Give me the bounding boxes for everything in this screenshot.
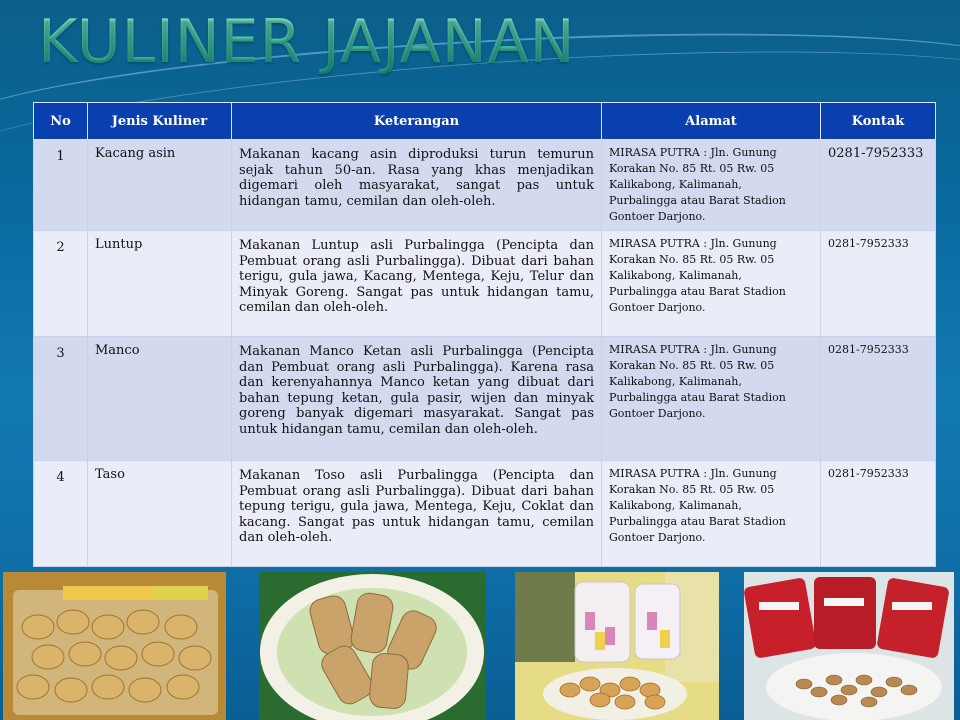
cell-no: 1 <box>34 140 88 231</box>
cell-kontak: 0281-7952333 <box>821 337 936 461</box>
cell-kontak: 0281-7952333 <box>821 140 936 231</box>
cell-keterangan: Makanan Manco Ketan asli Purbalingga (Pencipta dan Pembuat orang asli Purbalingga). Karena rasa dan kerenyahannya Manco ketan yang dibuat dari bahan tepung ketan, gula pasir, wijen dan minyak goreng banyak digemari masyarakat. Sangat pas untuk hidangan tamu, cemilan dan oleh-oleh. <box>232 337 602 461</box>
slide-title: KULINER JAJANAN <box>38 7 576 77</box>
cell-keterangan: Makanan kacang asin diproduksi turun temurun sejak tahun 50-an. Rasa yang khas menjadikan digemari oleh masyarakat, sangat pas untuk hidangan tamu, cemilan dan oleh-oleh. <box>232 140 602 231</box>
cell-no: 4 <box>34 461 88 567</box>
cell-jenis: Luntup <box>88 231 232 337</box>
cell-alamat: MIRASA PUTRA : Jln. Gunung Korakan No. 85 Rt. 05 Rw. 05 Kalikabong, Kalimanah, Purbalingga atau Barat Stadion Gontoer Darjono. <box>602 337 821 461</box>
cell-jenis: Kacang asin <box>88 140 232 231</box>
cell-alamat: MIRASA PUTRA : Jln. Gunung Korakan No. 85 Rt. 05 Rw. 05 Kalikabong, Kalimanah, Purbalingga atau Barat Stadion Gontoer Darjono. <box>602 140 821 231</box>
cell-kontak: 0281-7952333 <box>821 461 936 567</box>
cell-no: 2 <box>34 231 88 337</box>
kacang-asin-photo <box>744 572 954 720</box>
header-kontak: Kontak <box>821 103 936 140</box>
cell-jenis: Taso <box>88 461 232 567</box>
header-no: No <box>34 103 88 140</box>
kuliner-table-container <box>33 102 935 567</box>
table-row <box>34 461 936 567</box>
cell-keterangan: Makanan Luntup asli Purbalingga (Pencipta dan Pembuat orang asli Purbalingga). Dibuat dari bahan terigu, gula jawa, Kacang, Mentega, Keju, Telur dan Minyak Goreng. Sangat pas untuk hidangan tamu, cemilan dan oleh-oleh. <box>232 231 602 337</box>
photo-strip <box>0 572 960 720</box>
cell-keterangan: Makanan Toso asli Purbalingga (Pencipta dan Pembuat orang asli Purbalingga). Dibuat dari bahan tepung terigu, gula jawa, Mentega, Keju, Coklat dan kacang. Sangat pas untuk hidangan tamu, cemilan dan oleh-oleh. <box>232 461 602 567</box>
header-alamat: Alamat <box>602 103 821 140</box>
taso-jars-photo <box>515 572 719 720</box>
table-header-row <box>34 103 936 140</box>
cell-alamat: MIRASA PUTRA : Jln. Gunung Korakan No. 85 Rt. 05 Rw. 05 Kalikabong, Kalimanah, Purbalingga atau Barat Stadion Gontoer Darjono. <box>602 231 821 337</box>
cell-jenis: Manco <box>88 337 232 461</box>
table-row <box>34 231 936 337</box>
manco-plate-photo <box>259 572 486 720</box>
cell-alamat: MIRASA PUTRA : Jln. Gunung Korakan No. 85 Rt. 05 Rw. 05 Kalikabong, Kalimanah, Purbalingga atau Barat Stadion Gontoer Darjono. <box>602 461 821 567</box>
cell-no: 3 <box>34 337 88 461</box>
cell-kontak: 0281-7952333 <box>821 231 936 337</box>
table-row <box>34 140 936 231</box>
kuliner-table <box>33 102 936 567</box>
table-row <box>34 337 936 461</box>
header-keterangan: Keterangan <box>232 103 602 140</box>
header-jenis-kuliner: Jenis Kuliner <box>88 103 232 140</box>
luntup-package-photo <box>3 572 226 720</box>
